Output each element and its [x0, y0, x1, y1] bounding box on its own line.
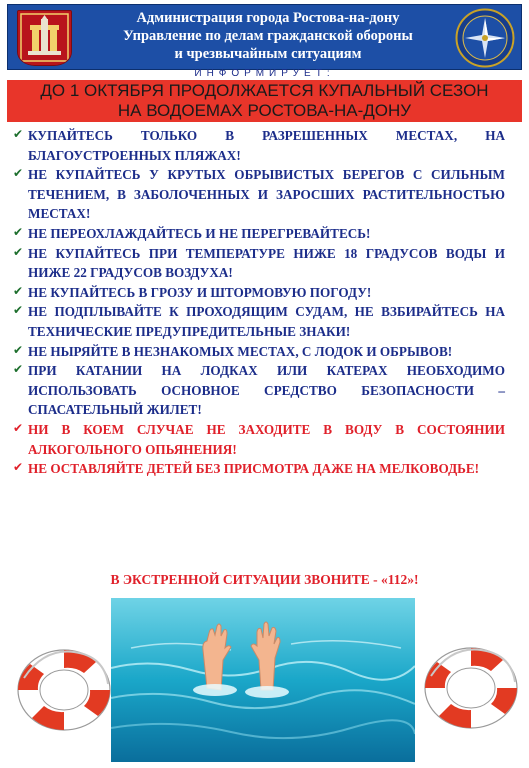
- rule-text: НЕ ПЕРЕОХЛАЖДАЙТЕСЬ И НЕ ПЕРЕГРЕВАЙТЕСЬ!: [28, 225, 371, 241]
- checkmark-icon: ✔: [13, 244, 24, 259]
- rule-item: [13, 244, 505, 283]
- rule-text: НЕ КУПАЙТЕСЬ ПРИ ТЕМПЕРАТУРЕ НИЖЕ 18 ГРАДУСОВ ВОДЫ И НИЖЕ 22 ГРАДУСОВ ВОЗДУХА!: [28, 245, 505, 281]
- emergency-call-notice: В ЭКСТРЕННОЙ СИТУАЦИИ ЗВОНИТЕ - «112»!: [110, 572, 419, 587]
- checkmark-icon: ✔: [13, 303, 24, 318]
- header-bar: [7, 4, 522, 70]
- lifebuoy-icon: [421, 636, 521, 736]
- checkmark-icon: ✔: [13, 166, 24, 181]
- lifebuoy-icon: [14, 638, 114, 738]
- rule-item: [13, 165, 505, 224]
- header-line-1: Администрация города Ростова-на-дону: [136, 10, 400, 26]
- header-title: [80, 9, 456, 63]
- rule-text: НЕ НЫРЯЙТЕ В НЕЗНАКОМЫХ МЕСТАХ, С ЛОДОК И ОБРЫВОВ!: [28, 343, 453, 359]
- informs-label: ИНФОРМИРУЕТ:: [194, 68, 335, 79]
- banner-line-2: НА ВОДОЕМАХ РОСТОВА-НА-ДОНУ: [117, 101, 412, 120]
- rule-item: [13, 459, 505, 479]
- checkmark-icon: ✔: [13, 460, 24, 475]
- banner-line-1: ДО 1 ОКТЯБРЯ ПРОДОЛЖАЕТСЯ КУПАЛЬНЫЙ СЕЗОН: [40, 81, 489, 100]
- rule-item: [13, 283, 505, 303]
- checkmark-icon: ✔: [13, 342, 24, 357]
- civil-defense-emblem-icon: [455, 8, 515, 68]
- season-banner: [7, 80, 522, 122]
- rostov-coat-of-arms-icon: [17, 10, 72, 66]
- checkmark-icon: ✔: [13, 420, 24, 435]
- rule-item: [13, 361, 505, 420]
- rule-text: НЕ КУПАЙТЕСЬ В ГРОЗУ И ШТОРМОВУЮ ПОГОДУ!: [28, 284, 372, 300]
- drowning-hands-icon: [111, 598, 415, 762]
- rule-text: НЕ КУПАЙТЕСЬ У КРУТЫХ ОБРЫВИСТЫХ БЕРЕГОВ С СИЛЬНЫМ ТЕЧЕНИЕМ, В ЗАБОЛОЧЕННЫХ И ЗАРОСШИХ РАСТИТЕЛЬНОСТЬЮ МЕСТАХ!: [28, 167, 505, 222]
- header-line-3: и чрезвычайным ситуациям: [174, 46, 362, 62]
- rule-text: КУПАЙТЕСЬ ТОЛЬКО В РАЗРЕШЕННЫХ МЕСТАХ, НА БЛАГОУСТРОЕННЫХ ПЛЯЖАХ!: [28, 128, 505, 163]
- safety-rules-list: [13, 126, 505, 479]
- checkmark-icon: ✔: [13, 224, 24, 239]
- rule-item: [13, 224, 505, 244]
- rule-text: НЕ ПОДПЛЫВАЙТЕ К ПРОХОДЯЩИМ СУДАМ, НЕ ВЗБИРАЙТЕСЬ НА ТЕХНИЧЕСКИЕ ПРЕДУПРЕДИТЕЛЬНЫЕ ЗНАКИ!: [28, 304, 505, 339]
- rule-item: [13, 342, 505, 362]
- rule-item: [13, 302, 505, 341]
- rule-text: НИ В КОЕМ СЛУЧАЕ НЕ ЗАХОДИТЕ В ВОДУ В СОСТОЯНИИ АЛКОГОЛЬНОГО ОПЬЯНЕНИЯ!: [28, 421, 505, 457]
- rule-item: [13, 126, 505, 165]
- rule-text: ПРИ КАТАНИИ НА ЛОДКАХ ИЛИ КАТЕРАХ НЕОБХОДИМО ИСПОЛЬЗОВАТЬ ОСНОВНОЕ СРЕДСТВО БЕЗОПАСНОСТИ – СПАСАТЕЛЬНЫЙ ЖИЛЕТ!: [28, 363, 505, 418]
- rule-item: [13, 420, 505, 459]
- header-line-2: Управление по делам гражданской обороны: [123, 28, 413, 44]
- checkmark-icon: ✔: [13, 362, 24, 377]
- rule-text: НЕ ОСТАВЛЯЙТЕ ДЕТЕЙ БЕЗ ПРИСМОТРА ДАЖЕ НА МЕЛКОВОДЬЕ!: [28, 461, 480, 477]
- checkmark-icon: ✔: [13, 127, 24, 141]
- checkmark-icon: ✔: [13, 283, 24, 298]
